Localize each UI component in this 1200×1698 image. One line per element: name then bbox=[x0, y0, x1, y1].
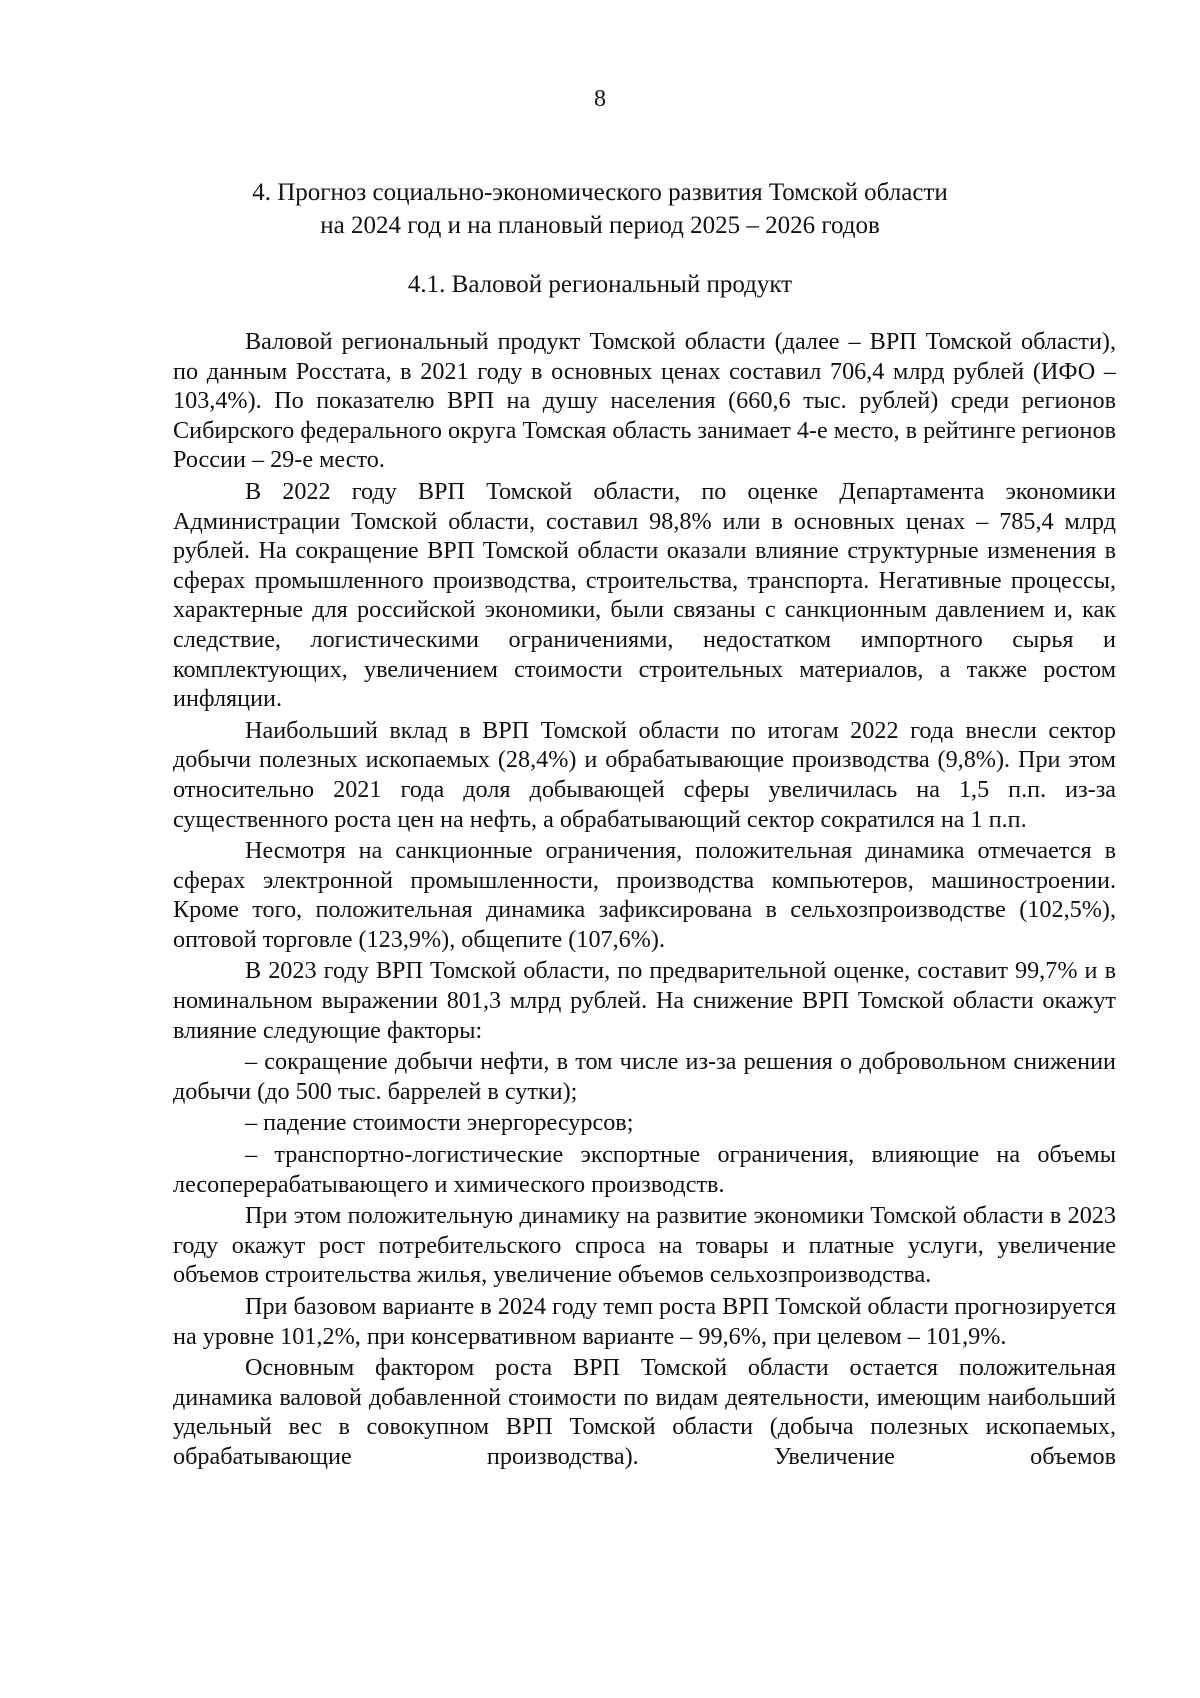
list-item-energy-prices: – падение стоимости энергоресурсов; bbox=[245, 1109, 634, 1137]
paragraph-forecast-2024: При базовом варианте в 2024 году темп роста ВРП Томской области прогнозируется на уровне 101,2%, при консервативном варианте – 99,6%, при целевом – 101,9%. bbox=[173, 1293, 1116, 1350]
section-title: 4.1. Валовой региональный продукт bbox=[407, 271, 793, 298]
chapter-title-line-2: на 2024 год и на плановый период 2025 – 2026 годов bbox=[320, 212, 880, 239]
list-item-oil-production: – сокращение добычи нефти, в том числе из-за решения о добровольном снижении добычи (до 500 тыс. баррелей в сутки); bbox=[173, 1048, 1116, 1105]
body-text bbox=[173, 327, 1116, 1474]
chapter-title-line-1: 4. Прогноз социально-экономического развития Томской области bbox=[252, 179, 948, 206]
paragraph-grp-2021: Валовой региональный продукт Томской области (далее – ВРП Томской области), по данным Росстата, в 2021 году в основных ценах составил 706,4 млрд рублей (ИФО – 103,4%). По показателю ВРП на душу населения (660,6 тыс. рублей) среди регионов Сибирского федерального округа Томская область занимает 4-е место, в рейтинге регионов России – 29-е место. bbox=[173, 328, 1116, 474]
paragraph-positive-factors: При этом положительную динамику на развитие экономики Томской области в 2023 году окажут рост потребительского спроса на товары и платные услуги, увеличение объемов строительства жилья, увеличение объемов сельхозпроизводства. bbox=[173, 1202, 1116, 1289]
paragraph-largest-contribution: Наибольший вклад в ВРП Томской области по итогам 2022 года внесли сектор добычи полезных ископаемых (28,4%) и обрабатывающие производства (9,8%). При этом относительно 2021 года доля добывающей сферы увеличилась на 1,5 п.п. из-за существенного роста цен на нефть, а обрабатывающий сектор сократился на 1 п.п. bbox=[173, 716, 1116, 833]
paragraph-grp-2022: В 2022 году ВРП Томской области, по оценке Департамента экономики Администрации Томской области, составил 98,8% или в основных ценах – 785,4 млрд рублей. На сокращение ВРП Томской области оказали влияние структурные изменения в сферах промышленного производства, строительства, транспорта. Негативные процессы, характерные для российской экономики, были связаны с санкционным давлением и, как следствие, логистическими ограничениями, недостатком импортного сырья и комплектующих, увеличением стоимости строительных материалов, а также ростом инфляции. bbox=[173, 477, 1116, 713]
page-number: 8 bbox=[594, 86, 606, 112]
paragraph-main-growth-factor: Основным фактором роста ВРП Томской области остается положительная динамика валовой добавленной стоимости по видам деятельности, имеющим наибольший удельный вес в совокупном ВРП Томской области (добыча полезных ископаемых, обрабатывающие производства). Увеличение объемов bbox=[173, 1354, 1116, 1470]
list-item-export-restrictions: – транспортно-логистические экспортные ограничения, влияющие на объемы лесоперерабатывающего и химического производств. bbox=[173, 1141, 1116, 1198]
chapter-title bbox=[150, 176, 1050, 242]
paragraph-positive-dynamics: Несмотря на санкционные ограничения, положительная динамика отмечается в сферах электронной промышленности, производства компьютеров, машиностроении. Кроме того, положительная динамика зафиксирована в сельхозпроизводстве (102,5%), оптовой торговле (123,9%), общепите (107,6%). bbox=[173, 837, 1116, 953]
paragraph-grp-2023: В 2023 году ВРП Томской области, по предварительной оценке, составит 99,7% и в номинальном выражении 801,3 млрд рублей. На снижение ВРП Томской области окажут влияние следующие факторы: bbox=[173, 957, 1116, 1044]
